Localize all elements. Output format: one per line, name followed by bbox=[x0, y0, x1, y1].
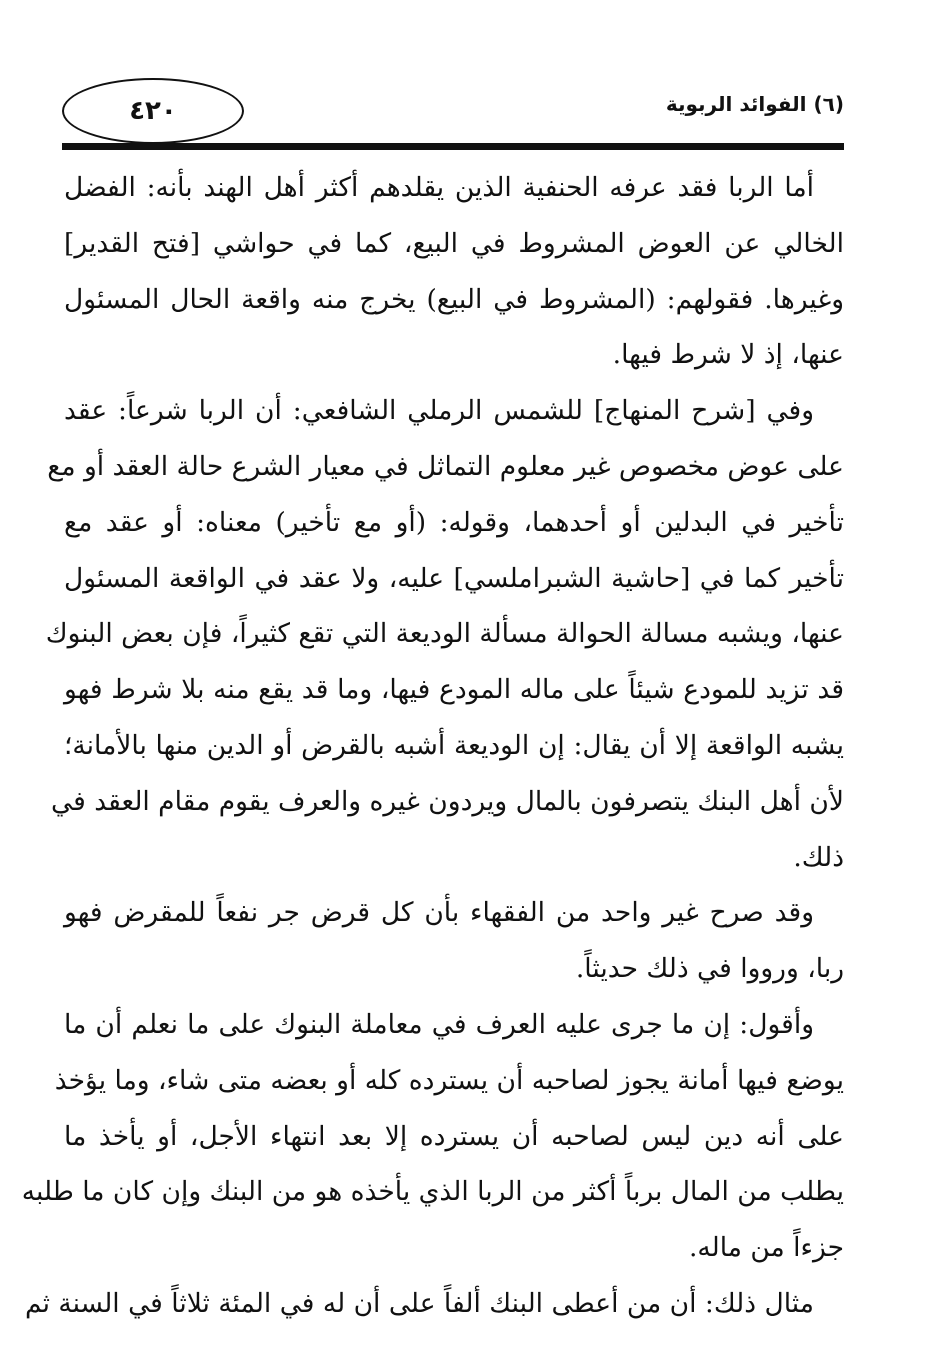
text-line: يطلب من المال برباً أكثر من الربا الذي يأخذه هو من البنك وإن كان ما طلبه bbox=[21, 1176, 844, 1208]
text-line: لأن أهل البنك يتصرفون بالمال ويردون غيره والعرف يقوم مقام العقد في bbox=[51, 785, 844, 817]
page-number-oval bbox=[62, 78, 244, 144]
page-number: ٤٢٠ bbox=[129, 96, 177, 126]
text-line: الخالي عن العوض المشروط في البيع، كما في حواشي [فتح القدير] bbox=[64, 227, 844, 259]
header-rule bbox=[62, 143, 844, 150]
text-line: عنها، إذ لا شرط فيها. bbox=[612, 339, 844, 371]
page-header bbox=[62, 78, 844, 150]
text-line: وقد صرح غير واحد من الفقهاء بأن كل قرض جر نفعاً للمقرض فهو bbox=[64, 897, 814, 929]
text-line: مثال ذلك: أن من أعطى البنك ألفاً على أن له في المئة ثلاثاً في السنة ثم bbox=[24, 1287, 814, 1319]
text-line: ربا، ورووا في ذلك حديثاً. bbox=[575, 953, 844, 985]
text-line: عنها، ويشبه مسالة الحوالة مسألة الوديعة التي تقع كثيراً، فإن بعض البنوك bbox=[45, 618, 844, 650]
text-line: على عوض مخصوص غير معلوم التماثل في معيار الشرع حالة العقد أو مع bbox=[47, 450, 844, 482]
text-line: على أنه دين ليس لصاحبه أن يسترده إلا بعد انتهاء الأجل، أو يأخذ ما bbox=[64, 1120, 844, 1152]
text-line: جزءاً من ماله. bbox=[688, 1232, 844, 1264]
text-line: قد تزيد للمودع شيئاً على ماله المودع فيها، وما قد يقع منه بلا شرط فهو bbox=[64, 674, 844, 706]
text-line: ذلك. bbox=[793, 841, 844, 873]
text-line: تأخير في البدلين أو أحدهما، وقوله: (أو مع تأخير) معناه: أو عقد مع bbox=[64, 506, 844, 538]
text-line: وأقول: إن ما جرى عليه العرف في معاملة البنوك على ما نعلم أن ما bbox=[64, 1008, 814, 1040]
body-text bbox=[21, 160, 844, 1332]
text-line: يشبه الواقعة إلا أن يقال: إن الوديعة أشبه بالقرض أو الدين منها بالأمانة؛ bbox=[64, 729, 844, 761]
text-line: تأخير كما في [حاشية الشبراملسي] عليه، ولا عقد في الواقعة المسئول bbox=[64, 562, 844, 594]
text-line: يوضع فيها أمانة يجوز لصاحبه أن يسترده كله أو بعضه متى شاء، وما يؤخذ bbox=[54, 1064, 844, 1096]
text-line: وفي [شرح المنهاج] للشمس الرملي الشافعي: أن الربا شرعاً: عقد bbox=[64, 395, 814, 427]
text-line: وغيرها. فقولهم: (المشروط في البيع) يخرج منه واقعة الحال المسئول bbox=[64, 283, 844, 315]
running-title: (٦) الفوائد الربوية bbox=[665, 92, 844, 116]
text-line: أما الربا فقد عرفه الحنفية الذين يقلدهم أكثر أهل الهند بأنه: الفضل bbox=[64, 172, 814, 203]
